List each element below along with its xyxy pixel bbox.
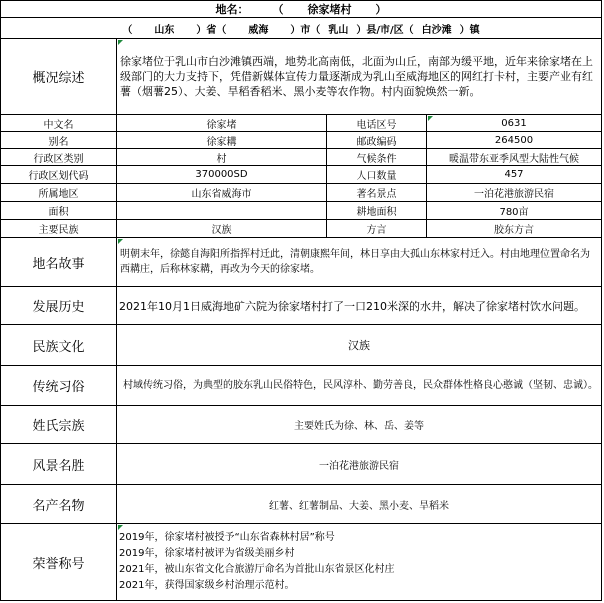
ethnic-row <box>0 325 602 366</box>
info-label-2: 邮政编码 <box>327 132 427 149</box>
info-label-1: 面积 <box>0 202 117 220</box>
story-label: 地名故事 <box>0 238 117 287</box>
loc-county: 乳山 <box>328 24 349 36</box>
info-label-2: 电话区号 <box>327 115 427 132</box>
loc-open1: （ <box>122 24 133 36</box>
loc-town: 白沙滩 <box>421 24 452 36</box>
location-cell <box>0 18 602 39</box>
ethnic-text: 汉族 <box>117 325 602 366</box>
overview-row <box>0 39 602 115</box>
scenery-text: 一泊花港旅游民宿 <box>117 444 602 485</box>
info-label-1: 所属地区 <box>0 184 117 202</box>
loc-close1: ）省（ <box>196 24 227 36</box>
products-label: 名产名物 <box>0 485 117 524</box>
info-value-1: 汉族 <box>117 220 327 238</box>
overview-label: 概况综述 <box>0 39 117 115</box>
surnames-text: 主要姓氏为徐、林、岳、姜等 <box>117 406 602 444</box>
info-value-2: 0631 <box>427 115 602 132</box>
info-label-1: 主要民族 <box>0 220 117 238</box>
info-value-1: 徐家耩 <box>117 132 327 149</box>
info-value-2: 一泊花港旅游民宿 <box>427 184 602 202</box>
title-close: ） <box>375 3 387 16</box>
customs-row <box>0 366 602 406</box>
title-row <box>0 0 602 18</box>
info-label-2: 人口数量 <box>327 166 427 184</box>
info-value-1: 山东省威海市 <box>117 184 327 202</box>
honors-row <box>0 524 602 601</box>
info-label-2: 著名景点 <box>327 184 427 202</box>
overview-text: 徐家堵位于乳山市白沙滩镇西端，地势北高南低，北面为山丘，南部为缓平地，近年来徐家堵在上级部门的大力支持下，凭借新媒体宣传力量逐渐成为乳山至威海地区的网红打卡村，主要产业有红薯（烟薯25）、大姜、旱稻香稻米、黑小麦等农作物。村内面貌焕然一新。 <box>117 39 602 115</box>
customs-text: 村域传统习俗，为典型的胶东乳山民俗特色，民风淳朴、勤劳善良，民众群体性格良心憨诚（坚韧、忠诚）。 <box>117 366 602 406</box>
loc-close2: ）市（ <box>290 24 321 36</box>
scenery-row <box>0 444 602 485</box>
info-value-1: 村 <box>117 149 327 166</box>
info-value-1: 370000SD <box>117 166 327 184</box>
loc-close4: ）镇 <box>459 24 480 36</box>
history-row <box>0 287 602 325</box>
loc-close3: ）县/市/区（ <box>356 24 414 36</box>
history-label: 发展历史 <box>0 287 117 325</box>
info-label-2: 方言 <box>327 220 427 238</box>
cell-marker <box>118 239 123 244</box>
info-row <box>0 202 602 220</box>
honor-item: 2019年，徐家堵村被评为省级美丽乡村 <box>119 548 295 559</box>
cell-marker <box>118 525 123 530</box>
honor-item: 2021年，被山东省文化合旅游厅命名为首批山东省景区化村庄 <box>119 564 395 575</box>
history-text: 2021年10月1日威海地矿六院为徐家堵村打了一口210米深的水井，解决了徐家堵村饮水问题。 <box>117 287 602 325</box>
info-row <box>0 132 602 149</box>
info-value-2: 胶东方言 <box>427 220 602 238</box>
info-value-2: 457 <box>427 166 602 184</box>
honors-list <box>117 524 602 601</box>
info-value-2: 780亩 <box>427 202 602 220</box>
products-text: 红薯、红薯制品、大姜、黑小麦、旱稻米 <box>117 485 602 524</box>
info-row <box>0 149 602 166</box>
customs-label: 传统习俗 <box>0 366 117 406</box>
info-label-2: 气候条件 <box>327 149 427 166</box>
honor-item: 2021年，获得国家级乡村治理示范村。 <box>119 580 295 591</box>
story-text: 明朝末年，徐懿自海阳所指挥村迁此，清朝康熙年间，林日享由大孤山东林家村迁入。村由地理位置命名为西耩庄，后称林家耩，再改为今天的徐家堵。 <box>117 238 602 287</box>
surnames-row <box>0 406 602 444</box>
title-label: 地名： <box>215 3 249 16</box>
info-row <box>0 184 602 202</box>
info-row <box>0 220 602 238</box>
info-value-1: 徐家堵 <box>117 115 327 132</box>
honor-item: 2019年，徐家堵村被授予“山东省森林村居”称号 <box>119 532 335 543</box>
title-value: 徐家堵村 <box>307 3 352 16</box>
loc-province: 山东 <box>154 24 175 36</box>
loc-city: 威海 <box>248 24 269 36</box>
cell-marker <box>118 40 123 45</box>
info-row <box>0 115 602 132</box>
products-row <box>0 485 602 524</box>
info-label-1: 中文名 <box>0 115 117 132</box>
info-value-2: 暖温带东亚季风型大陆性气候 <box>427 149 602 166</box>
info-label-1: 行政区划代码 <box>0 166 117 184</box>
info-label-1: 别名 <box>0 132 117 149</box>
story-row <box>0 238 602 287</box>
location-row <box>0 18 602 39</box>
info-row <box>0 166 602 184</box>
scenery-label: 风景名胜 <box>0 444 117 485</box>
info-value-1 <box>117 202 327 220</box>
ethnic-label: 民族文化 <box>0 325 117 366</box>
title-open: （ <box>272 3 284 16</box>
info-label-1: 行政区类别 <box>0 149 117 166</box>
info-label-2: 耕地面积 <box>327 202 427 220</box>
cell-marker <box>428 116 433 121</box>
title-cell <box>0 0 602 18</box>
info-value-2: 264500 <box>427 132 602 149</box>
surnames-label: 姓氏宗族 <box>0 406 117 444</box>
honors-label: 荣誉称号 <box>0 524 117 601</box>
